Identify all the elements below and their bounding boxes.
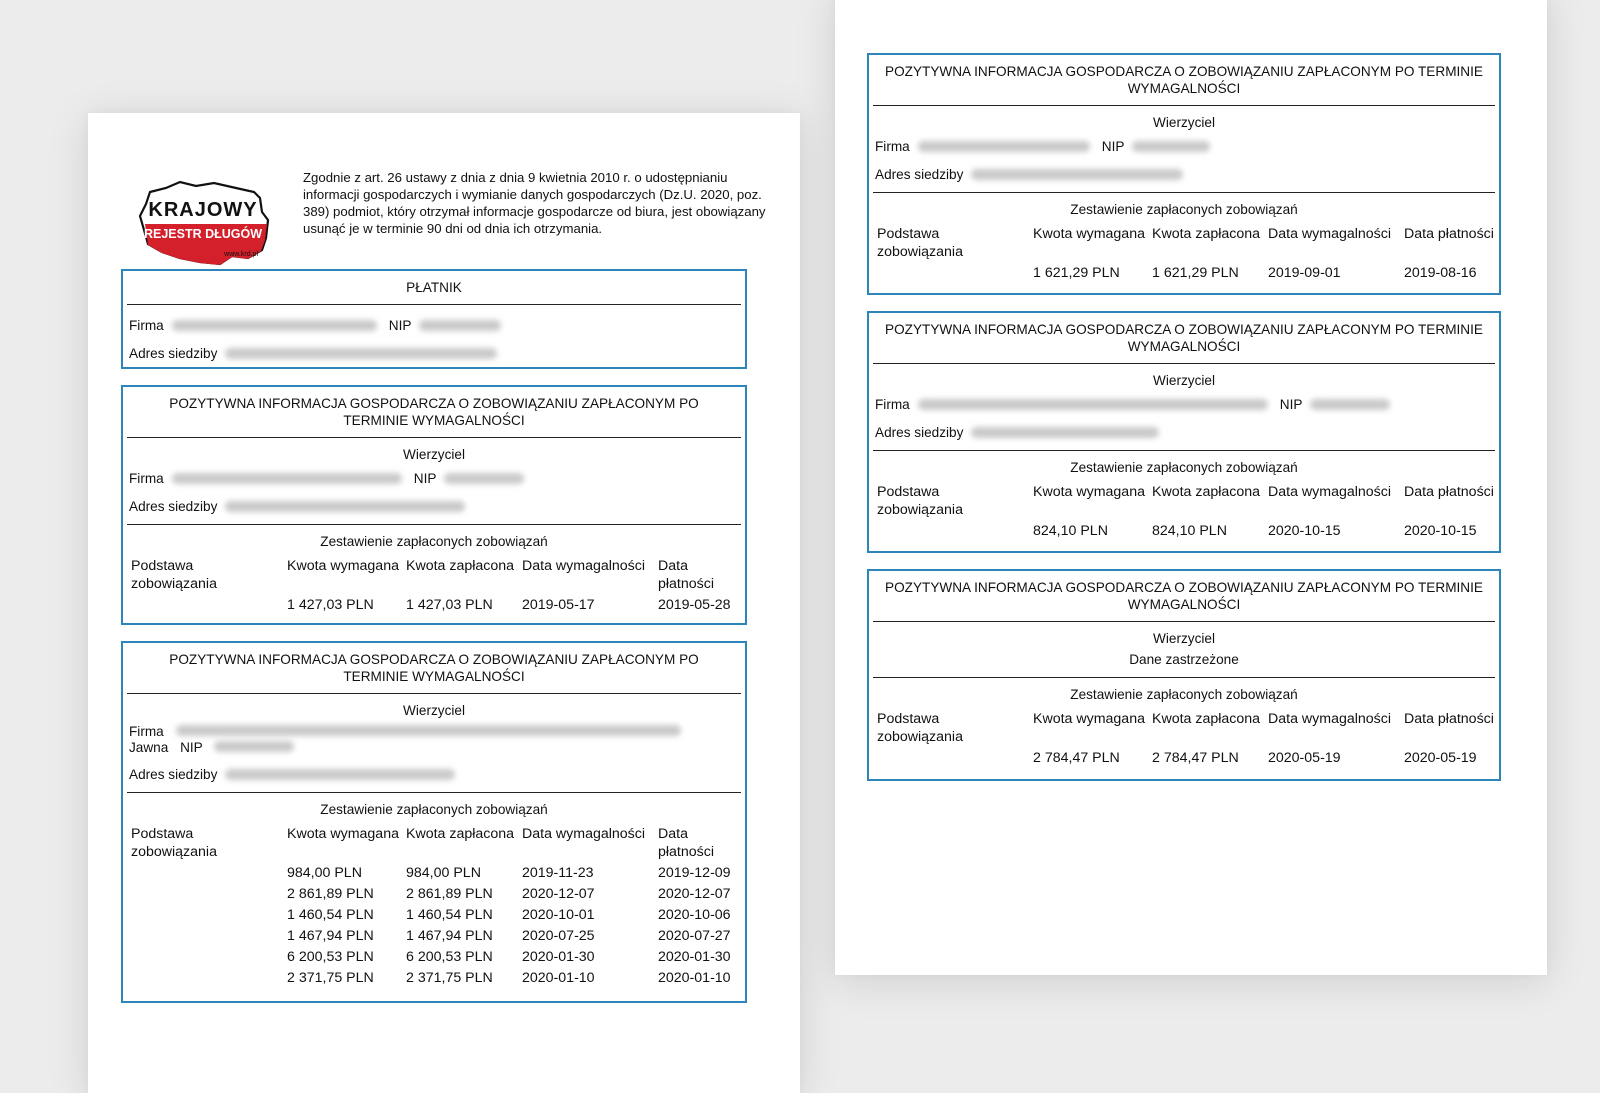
col-paid: Kwota zapłacona — [406, 826, 515, 842]
redacted-nip — [419, 320, 501, 331]
due-date: 2020-10-01 — [522, 907, 595, 923]
payer-box — [121, 269, 747, 369]
col-paid: Kwota zapłacona — [406, 558, 515, 574]
address-label: Adres siedziby — [129, 498, 218, 514]
amount-paid: 2 371,75 PLN — [406, 970, 493, 986]
redacted-nip — [444, 473, 524, 484]
payment-date: 2020-07-27 — [658, 928, 731, 944]
address-row — [873, 418, 1495, 446]
col-basis: Podstawa zobowiązania — [131, 826, 217, 860]
address-row — [873, 160, 1495, 188]
obligations-table — [873, 219, 1495, 284]
col-basis: Podstawa zobowiązania — [131, 558, 217, 592]
amount-required: 6 200,53 PLN — [287, 949, 374, 965]
info-record-5 — [867, 569, 1501, 781]
amount-required: 1 621,29 PLN — [1033, 265, 1120, 281]
due-date: 2019-11-23 — [522, 865, 594, 881]
nip-label: NIP — [1279, 396, 1303, 412]
col-required: Kwota wymagana — [1033, 711, 1145, 727]
info-record-3 — [867, 53, 1501, 295]
col-basis: Podstawa zobowiązania — [877, 226, 963, 260]
info-record-2 — [121, 641, 747, 1003]
table-row — [127, 863, 741, 884]
redacted-company — [918, 399, 1268, 410]
summary-heading: Zestawienie zapłaconych zobowiązań — [1070, 687, 1298, 702]
logo-url: www.krd.pl — [224, 251, 258, 258]
company-row — [127, 311, 741, 339]
table-header — [873, 477, 1495, 521]
amount-required: 2 371,75 PLN — [287, 970, 374, 986]
table-header — [127, 551, 741, 595]
amount-required: 1 427,03 PLN — [287, 597, 374, 613]
address-label: Adres siedziby — [129, 345, 218, 361]
info-record-1 — [121, 385, 747, 625]
due-date: 2020-01-10 — [522, 970, 595, 986]
due-date: 2020-07-25 — [522, 928, 595, 944]
company-form: Jawna — [129, 740, 169, 755]
obligations-table — [127, 819, 741, 989]
logo-line1: KRAJOWY — [148, 199, 258, 221]
address-label: Adres siedziby — [875, 424, 964, 440]
table-row — [127, 947, 741, 968]
redacted-company — [918, 141, 1090, 152]
logo-line2: REJESTR DŁUGÓW — [143, 227, 263, 241]
col-due-date: Data wymagalności — [1268, 711, 1392, 727]
redacted-nip — [1132, 141, 1210, 152]
redacted-company — [172, 473, 402, 484]
col-payment-date: Data płatności — [1404, 711, 1494, 727]
due-date: 2019-05-17 — [522, 597, 595, 613]
payment-date: 2019-05-28 — [658, 597, 731, 613]
redacted-nip — [214, 741, 294, 752]
col-payment-date: Data płatności — [1404, 484, 1494, 500]
company-row — [873, 132, 1495, 160]
amount-paid: 2 861,89 PLN — [406, 886, 493, 902]
col-due-date: Data wymagalności — [1268, 226, 1392, 242]
amount-paid: 1 427,03 PLN — [406, 597, 493, 613]
col-basis: Podstawa zobowiązania — [877, 484, 963, 518]
amount-required: 824,10 PLN — [1033, 523, 1108, 539]
payment-date: 2020-10-15 — [1404, 523, 1477, 539]
document-page-right — [835, 0, 1547, 975]
summary-heading: Zestawienie zapłaconych zobowiązań — [320, 534, 548, 549]
amount-paid: 1 460,54 PLN — [406, 907, 493, 923]
due-date: 2020-05-19 — [1268, 750, 1341, 766]
obligations-table — [873, 704, 1495, 769]
redacted-address — [225, 501, 465, 512]
redacted-address — [971, 427, 1159, 438]
col-required: Kwota wymagana — [287, 558, 399, 574]
creditor-heading: Wierzyciel — [1153, 115, 1215, 130]
amount-paid: 1 467,94 PLN — [406, 928, 493, 944]
col-paid: Kwota zapłacona — [1152, 226, 1261, 242]
company-label: Firma — [129, 724, 164, 739]
payment-date: 2019-12-09 — [658, 865, 731, 881]
table-row — [873, 263, 1495, 284]
amount-required: 2 784,47 PLN — [1033, 750, 1120, 766]
table-header — [873, 704, 1495, 748]
table-row — [127, 595, 741, 616]
col-payment-date: Data płatności — [1404, 226, 1494, 242]
obligations-table — [127, 551, 741, 616]
obligations-table — [873, 477, 1495, 542]
nip-label: NIP — [180, 740, 203, 755]
col-due-date: Data wymagalności — [522, 558, 646, 574]
address-row — [127, 339, 741, 367]
col-payment-date: Data płatności — [658, 826, 714, 860]
col-due-date: Data wymagalności — [1268, 484, 1392, 500]
company-row — [127, 464, 741, 492]
company-label: Firma — [875, 396, 910, 412]
record-title: POZYTYWNA INFORMACJA GOSPODARCZA O ZOBOWIĄZANIU ZAPŁACONYM PO TERMINIE WYMAGALNOŚCI — [873, 571, 1495, 622]
payment-date: 2020-01-10 — [658, 970, 731, 986]
nip-label: NIP — [413, 470, 437, 486]
payment-date: 2020-05-19 — [1404, 750, 1477, 766]
address-label: Adres siedziby — [875, 166, 964, 182]
col-paid: Kwota zapłacona — [1152, 711, 1261, 727]
amount-paid: 1 621,29 PLN — [1152, 265, 1239, 281]
address-label: Adres siedziby — [129, 766, 218, 782]
company-row — [127, 720, 741, 756]
col-required: Kwota wymagana — [1033, 484, 1145, 500]
company-row — [873, 390, 1495, 418]
table-header — [873, 219, 1495, 263]
info-record-4 — [867, 311, 1501, 553]
col-basis: Podstawa zobowiązania — [877, 711, 963, 745]
company-label: Firma — [129, 470, 164, 486]
table-row — [127, 884, 741, 905]
company-label: Firma — [875, 138, 910, 154]
table-row — [127, 968, 741, 989]
redacted-address — [225, 348, 497, 359]
redacted-nip — [1310, 399, 1390, 410]
nip-label: NIP — [1101, 138, 1125, 154]
krd-logo — [136, 178, 271, 268]
redacted-company — [176, 725, 681, 736]
creditor-heading: Wierzyciel — [403, 703, 465, 718]
amount-paid: 824,10 PLN — [1152, 523, 1227, 539]
amount-paid: 2 784,47 PLN — [1152, 750, 1239, 766]
col-due-date: Data wymagalności — [522, 826, 646, 842]
redacted-company — [172, 320, 377, 331]
company-label: Firma — [129, 317, 164, 333]
payment-date: 2020-12-07 — [658, 886, 731, 902]
summary-heading: Zestawienie zapłaconych zobowiązań — [320, 802, 548, 817]
amount-required: 984,00 PLN — [287, 865, 362, 881]
col-required: Kwota wymagana — [287, 826, 399, 842]
due-date: 2019-09-01 — [1268, 265, 1341, 281]
summary-heading: Zestawienie zapłaconych zobowiązań — [1070, 202, 1298, 217]
restricted-data: Dane zastrzeżone — [1129, 652, 1239, 667]
record-title: POZYTYWNA INFORMACJA GOSPODARCZA O ZOBOWIĄZANIU ZAPŁACONYM PO TERMINIE WYMAGALNOŚCI — [873, 55, 1495, 106]
record-title: POZYTYWNA INFORMACJA GOSPODARCZA O ZOBOWIĄZANIU ZAPŁACONYM PO TERMINIE WYMAGALNOŚCI — [127, 643, 741, 694]
record-title: POZYTYWNA INFORMACJA GOSPODARCZA O ZOBOWIĄZANIU ZAPŁACONYM PO TERMINIE WYMAGALNOŚCI — [127, 387, 741, 438]
address-row — [127, 760, 741, 788]
amount-required: 2 861,89 PLN — [287, 886, 374, 902]
payment-date: 2020-10-06 — [658, 907, 731, 923]
payer-title: PŁATNIK — [127, 271, 741, 305]
table-row — [873, 521, 1495, 542]
redacted-address — [225, 769, 455, 780]
amount-paid: 6 200,53 PLN — [406, 949, 493, 965]
document-page-left — [88, 113, 800, 1093]
redacted-address — [971, 169, 1183, 180]
amount-required: 1 460,54 PLN — [287, 907, 374, 923]
table-header — [127, 819, 741, 863]
record-title: POZYTYWNA INFORMACJA GOSPODARCZA O ZOBOWIĄZANIU ZAPŁACONYM PO TERMINIE WYMAGALNOŚCI — [873, 313, 1495, 364]
table-row — [873, 748, 1495, 769]
creditor-heading: Wierzyciel — [1153, 373, 1215, 388]
nip-label: NIP — [388, 317, 412, 333]
payment-date: 2020-01-30 — [658, 949, 731, 965]
creditor-heading: Wierzyciel — [403, 447, 465, 462]
due-date: 2020-01-30 — [522, 949, 595, 965]
summary-heading: Zestawienie zapłaconych zobowiązań — [1070, 460, 1298, 475]
legal-notice: Zgodnie z art. 26 ustawy z dnia z dnia 9 kwietnia 2010 r. o udostępnianiu informacji gospodarczych i wymianie danych gospodarczych (Dz.U. 2020, poz. 389) podmiot, który otrzymał informacje gospodarcze od biura, jest obowiązany usunąć je w terminie 90 dni od dnia ich otrzymania. — [303, 170, 766, 236]
col-paid: Kwota zapłacona — [1152, 484, 1261, 500]
col-payment-date: Data płatności — [658, 558, 714, 592]
table-row — [127, 926, 741, 947]
address-row — [127, 492, 741, 520]
due-date: 2020-12-07 — [522, 886, 595, 902]
payment-date: 2019-08-16 — [1404, 265, 1477, 281]
col-required: Kwota wymagana — [1033, 226, 1145, 242]
due-date: 2020-10-15 — [1268, 523, 1341, 539]
amount-required: 1 467,94 PLN — [287, 928, 374, 944]
creditor-heading: Wierzyciel — [1153, 631, 1215, 646]
amount-paid: 984,00 PLN — [406, 865, 481, 881]
table-row — [127, 905, 741, 926]
